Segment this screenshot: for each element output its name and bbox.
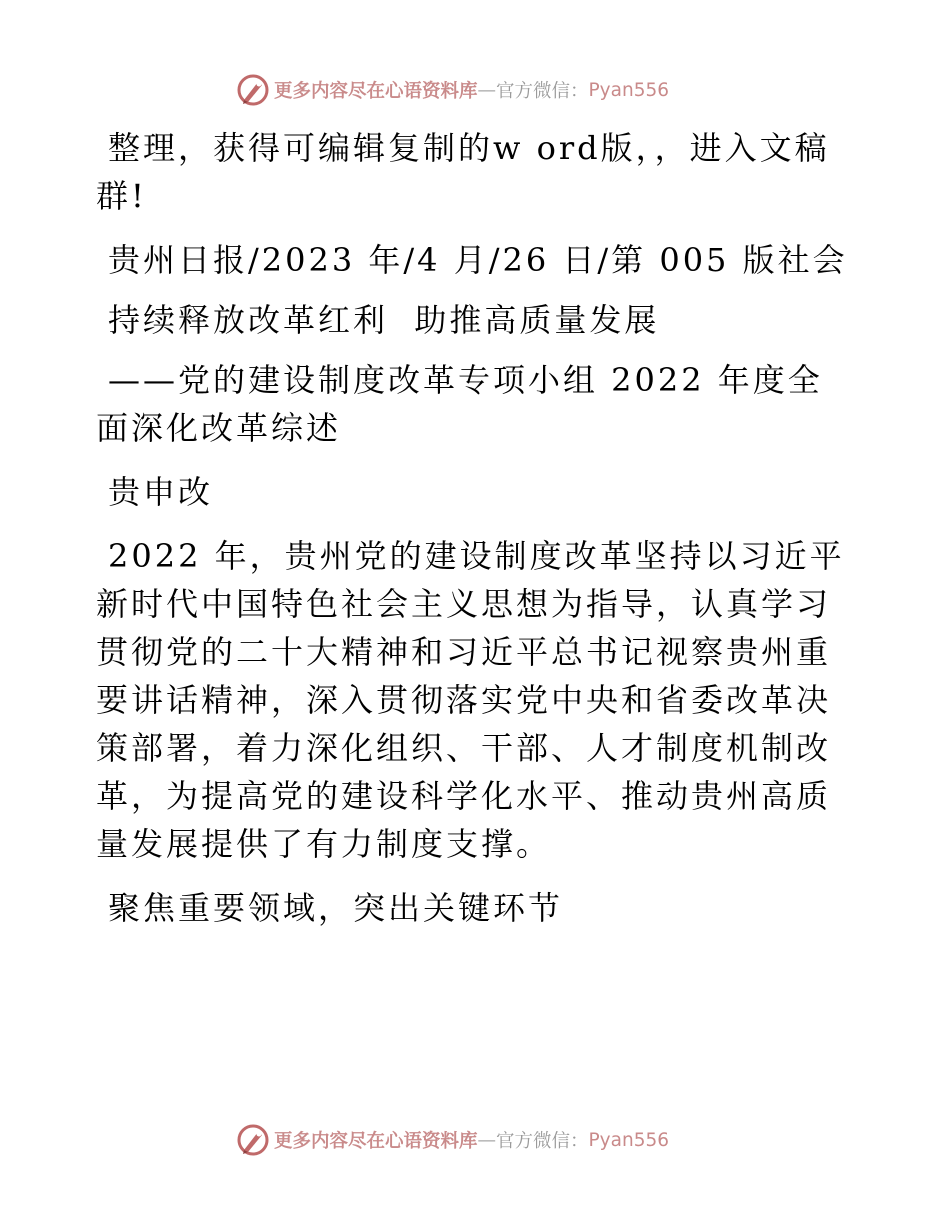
body-paragraph: 2022 年，贵州党的建设制度改革坚持以习近平新时代中国特色社会主义思想为指导，认真学习贯彻党的二十大精神和习近平总书记视察贵州重要讲话精神，深入贯彻落实党中央和省委改革决策部署，着力深化组织、干部、人才制度机制改革，为提高党的建设科学化水平、推动贵州高质量发展提供了有力制度支撑。 [96,537,845,863]
banner-contact-label: 官方微信： [496,1131,589,1152]
banner-contact-id: Pyan556 [588,1129,670,1151]
banner-contact-id: Pyan556 [588,79,670,101]
document-body [96,124,854,948]
red-pen-circle-icon [236,1123,270,1157]
red-pen-circle-icon [236,73,270,107]
author-line: 贵申改 [108,473,214,511]
banner-promo-text: 更多内容尽在心语资料库 [274,81,478,102]
banner-separator: — [477,79,497,101]
section-heading: 聚焦重要领域，突出关键环节 [108,889,564,927]
banner-contact-label: 官方微信： [496,81,589,102]
banner-separator: — [477,1129,497,1151]
article-subtitle: ——党的建设制度改革专项小组 2022 年度全面深化改革综述 [96,361,823,447]
source-line: 贵州日报/2023 年/4 月/26 日/第 005 版社会 [108,241,848,279]
article-title: 持续释放改革红利 助推高质量发展 [108,301,660,339]
footer-banner[interactable] [236,1123,669,1157]
banner-promo-text: 更多内容尽在心语资料库 [274,1131,478,1152]
intro-notice: 整理，获得可编辑复制的w ord版，，进入文稿群! [96,129,830,215]
header-banner[interactable] [236,73,669,107]
